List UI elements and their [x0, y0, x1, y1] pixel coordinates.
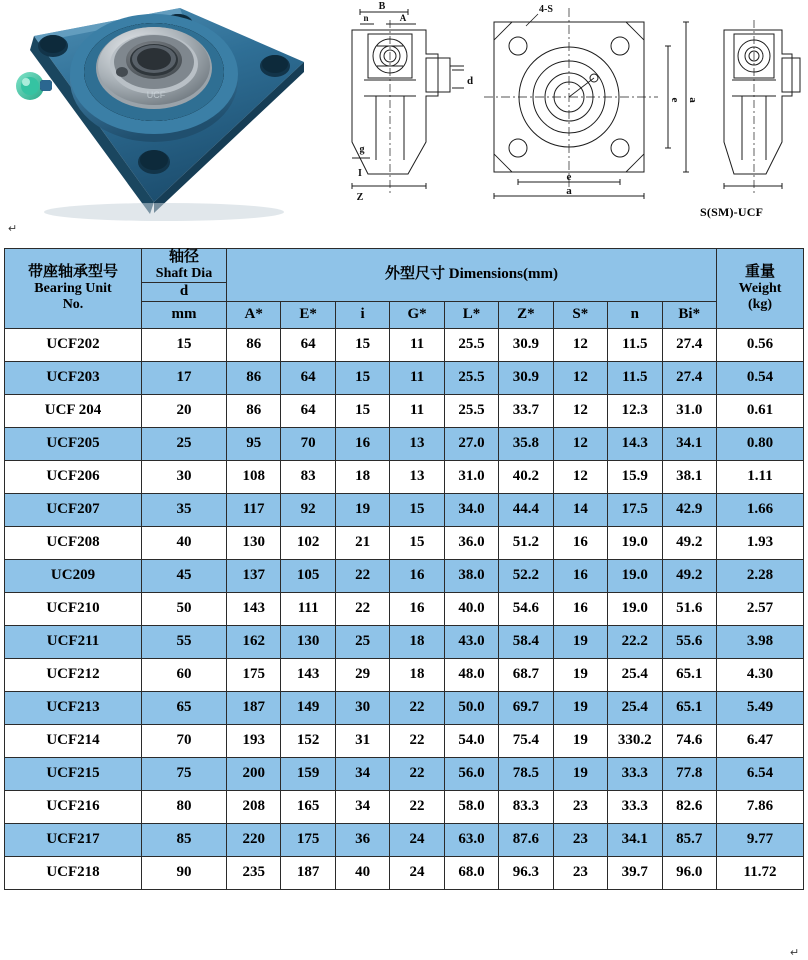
svg-text:e: e — [566, 171, 572, 183]
paragraph-mark-1: ↵ — [8, 223, 18, 235]
cell-z: 75.4 — [499, 724, 553, 757]
cell-n: 25.4 — [608, 691, 662, 724]
cell-weight: 0.61 — [717, 394, 804, 427]
cell-a: 162 — [227, 625, 281, 658]
cell-model: UCF218 — [5, 856, 142, 889]
cell-i: 22 — [335, 592, 389, 625]
cell-a: 86 — [227, 361, 281, 394]
table-row — [5, 460, 804, 493]
table-row — [5, 823, 804, 856]
header-shaft-unit: mm — [142, 301, 227, 328]
cell-a: 117 — [227, 493, 281, 526]
cell-e: 152 — [281, 724, 335, 757]
header-shaft-dia — [142, 249, 227, 283]
cell-l: 31.0 — [444, 460, 498, 493]
cell-bi: 82.6 — [662, 790, 717, 823]
cell-model: UCF208 — [5, 526, 142, 559]
cell-a: 86 — [227, 328, 281, 361]
cell-shaft-dia: 25 — [142, 427, 227, 460]
cell-a: 137 — [227, 559, 281, 592]
cell-bi: 42.9 — [662, 493, 717, 526]
header-col-a: A* — [227, 301, 281, 328]
cell-model: UCF210 — [5, 592, 142, 625]
cell-s: 12 — [553, 394, 607, 427]
cell-l: 36.0 — [444, 526, 498, 559]
cell-l: 68.0 — [444, 856, 498, 889]
cell-bi: 49.2 — [662, 526, 717, 559]
cell-shaft-dia: 30 — [142, 460, 227, 493]
cell-l: 25.5 — [444, 361, 498, 394]
cell-z: 51.2 — [499, 526, 553, 559]
cell-i: 18 — [335, 460, 389, 493]
table-row — [5, 328, 804, 361]
cell-n: 19.0 — [608, 592, 662, 625]
cell-shaft-dia: 40 — [142, 526, 227, 559]
cell-z: 30.9 — [499, 328, 553, 361]
cell-z: 69.7 — [499, 691, 553, 724]
cell-l: 56.0 — [444, 757, 498, 790]
cell-l: 25.5 — [444, 394, 498, 427]
cell-s: 12 — [553, 460, 607, 493]
cell-i: 15 — [335, 328, 389, 361]
header-weight-cn: 重量 — [744, 263, 775, 280]
cell-model: UCF202 — [5, 328, 142, 361]
cell-g: 24 — [390, 856, 444, 889]
cell-g: 22 — [390, 724, 444, 757]
cell-i: 34 — [335, 757, 389, 790]
cell-model: UCF207 — [5, 493, 142, 526]
cell-z: 33.7 — [499, 394, 553, 427]
cell-s: 19 — [553, 691, 607, 724]
svg-text:I: I — [358, 168, 362, 179]
table-row — [5, 361, 804, 394]
cell-shaft-dia: 60 — [142, 658, 227, 691]
cell-shaft-dia: 85 — [142, 823, 227, 856]
cell-s: 19 — [553, 658, 607, 691]
cell-e: 159 — [281, 757, 335, 790]
cell-weight: 0.80 — [717, 427, 804, 460]
header-col-s: S* — [553, 301, 607, 328]
cell-g: 11 — [390, 361, 444, 394]
cell-weight: 2.28 — [717, 559, 804, 592]
cell-n: 330.2 — [608, 724, 662, 757]
cell-s: 16 — [553, 592, 607, 625]
svg-text:a: a — [687, 97, 699, 103]
cell-model: UCF211 — [5, 625, 142, 658]
header-bearing-unit-cn: 带座轴承型号 — [27, 263, 118, 280]
table-row — [5, 625, 804, 658]
cell-l: 54.0 — [444, 724, 498, 757]
cell-a: 208 — [227, 790, 281, 823]
header-bearing-unit-en1: Bearing Unit — [34, 280, 112, 296]
cell-z: 54.6 — [499, 592, 553, 625]
table-row — [5, 592, 804, 625]
cell-e: 165 — [281, 790, 335, 823]
cell-n: 25.4 — [608, 658, 662, 691]
header-bearing-unit — [5, 249, 142, 329]
cell-g: 22 — [390, 790, 444, 823]
cell-model: UCF217 — [5, 823, 142, 856]
cell-i: 15 — [335, 394, 389, 427]
cell-n: 33.3 — [608, 757, 662, 790]
cell-e: 64 — [281, 361, 335, 394]
cell-i: 19 — [335, 493, 389, 526]
cell-i: 15 — [335, 361, 389, 394]
cell-e: 111 — [281, 592, 335, 625]
header-shaft-symbol: d — [142, 283, 227, 301]
cell-l: 27.0 — [444, 427, 498, 460]
cell-weight: 6.54 — [717, 757, 804, 790]
cell-bi: 51.6 — [662, 592, 717, 625]
cell-z: 68.7 — [499, 658, 553, 691]
cell-i: 31 — [335, 724, 389, 757]
cell-weight: 6.47 — [717, 724, 804, 757]
cell-g: 22 — [390, 757, 444, 790]
cell-l: 58.0 — [444, 790, 498, 823]
cell-shaft-dia: 70 — [142, 724, 227, 757]
svg-text:4-S: 4-S — [539, 4, 553, 15]
cell-a: 200 — [227, 757, 281, 790]
cell-i: 16 — [335, 427, 389, 460]
cell-g: 11 — [390, 394, 444, 427]
svg-text:A: A — [399, 13, 407, 23]
cell-e: 102 — [281, 526, 335, 559]
table-row — [5, 790, 804, 823]
cell-i: 21 — [335, 526, 389, 559]
cell-n: 15.9 — [608, 460, 662, 493]
cell-l: 40.0 — [444, 592, 498, 625]
header-weight-en: Weight — [738, 280, 782, 296]
cell-a: 143 — [227, 592, 281, 625]
cell-shaft-dia: 75 — [142, 757, 227, 790]
svg-text:d: d — [466, 75, 474, 87]
cell-model: UC209 — [5, 559, 142, 592]
cell-e: 175 — [281, 823, 335, 856]
cell-i: 36 — [335, 823, 389, 856]
cell-l: 38.0 — [444, 559, 498, 592]
cell-i: 30 — [335, 691, 389, 724]
header-col-g: G* — [390, 301, 444, 328]
cell-shaft-dia: 65 — [142, 691, 227, 724]
table-body — [5, 328, 804, 889]
cell-shaft-dia: 55 — [142, 625, 227, 658]
cell-e: 130 — [281, 625, 335, 658]
header-weight — [717, 249, 804, 329]
cell-model: UCF215 — [5, 757, 142, 790]
header-col-i: i — [335, 301, 389, 328]
cell-z: 40.2 — [499, 460, 553, 493]
cell-weight: 2.57 — [717, 592, 804, 625]
cell-n: 39.7 — [608, 856, 662, 889]
cell-s: 23 — [553, 790, 607, 823]
svg-text:a: a — [566, 185, 572, 197]
cell-s: 23 — [553, 856, 607, 889]
cell-z: 58.4 — [499, 625, 553, 658]
cell-weight: 3.98 — [717, 625, 804, 658]
svg-text:n: n — [363, 13, 369, 23]
svg-text:B: B — [378, 1, 386, 12]
drawing-face-view — [484, 4, 699, 199]
cell-s: 23 — [553, 823, 607, 856]
cell-a: 175 — [227, 658, 281, 691]
table-row — [5, 526, 804, 559]
cell-z: 96.3 — [499, 856, 553, 889]
cell-a: 108 — [227, 460, 281, 493]
cell-g: 24 — [390, 823, 444, 856]
cell-n: 19.0 — [608, 526, 662, 559]
table-row — [5, 559, 804, 592]
cell-model: UCF203 — [5, 361, 142, 394]
cell-l: 50.0 — [444, 691, 498, 724]
cell-l: 63.0 — [444, 823, 498, 856]
cell-shaft-dia: 17 — [142, 361, 227, 394]
cell-s: 19 — [553, 724, 607, 757]
cell-g: 13 — [390, 460, 444, 493]
cell-l: 25.5 — [444, 328, 498, 361]
header-row-main — [5, 249, 804, 283]
drawing-caption: S(SM)-UCF — [700, 205, 764, 219]
header-col-n: n — [608, 301, 662, 328]
drawing-section-view — [724, 20, 800, 196]
cell-weight: 0.54 — [717, 361, 804, 394]
cell-a: 130 — [227, 526, 281, 559]
cell-shaft-dia: 80 — [142, 790, 227, 823]
cell-i: 40 — [335, 856, 389, 889]
svg-text:Z: Z — [356, 192, 364, 203]
header-dimensions: 外型尺寸 Dimensions(mm) — [227, 249, 717, 302]
cell-bi: 65.1 — [662, 658, 717, 691]
cell-s: 19 — [553, 625, 607, 658]
cell-shaft-dia: 45 — [142, 559, 227, 592]
cell-e: 105 — [281, 559, 335, 592]
cell-i: 22 — [335, 559, 389, 592]
table-row — [5, 757, 804, 790]
cell-bi: 65.1 — [662, 691, 717, 724]
figure-band — [0, 0, 808, 238]
cell-n: 34.1 — [608, 823, 662, 856]
cell-n: 22.2 — [608, 625, 662, 658]
cell-g: 15 — [390, 526, 444, 559]
cell-weight: 1.66 — [717, 493, 804, 526]
cell-g: 11 — [390, 328, 444, 361]
header-col-bi: Bi* — [662, 301, 717, 328]
cell-shaft-dia: 50 — [142, 592, 227, 625]
cell-s: 12 — [553, 361, 607, 394]
cell-bi: 27.4 — [662, 328, 717, 361]
cell-bi: 49.2 — [662, 559, 717, 592]
cell-bi: 55.6 — [662, 625, 717, 658]
cell-e: 70 — [281, 427, 335, 460]
cell-bi: 34.1 — [662, 427, 717, 460]
engineering-drawings — [330, 0, 804, 228]
cell-a: 95 — [227, 427, 281, 460]
cell-model: UCF 204 — [5, 394, 142, 427]
cell-weight: 9.77 — [717, 823, 804, 856]
cell-s: 12 — [553, 427, 607, 460]
cell-s: 14 — [553, 493, 607, 526]
cell-e: 64 — [281, 394, 335, 427]
table-row — [5, 394, 804, 427]
cell-weight: 5.49 — [717, 691, 804, 724]
cell-n: 11.5 — [608, 361, 662, 394]
drawing-side-view — [352, 1, 473, 203]
cell-shaft-dia: 15 — [142, 328, 227, 361]
table-row — [5, 724, 804, 757]
cell-a: 193 — [227, 724, 281, 757]
cell-model: UCF213 — [5, 691, 142, 724]
header-col-z: Z* — [499, 301, 553, 328]
cell-g: 22 — [390, 691, 444, 724]
cell-model: UCF216 — [5, 790, 142, 823]
table-row — [5, 691, 804, 724]
table-head — [5, 249, 804, 329]
cell-g: 16 — [390, 559, 444, 592]
table-row — [5, 856, 804, 889]
cell-z: 83.3 — [499, 790, 553, 823]
cell-s: 16 — [553, 526, 607, 559]
cell-l: 43.0 — [444, 625, 498, 658]
cell-s: 16 — [553, 559, 607, 592]
cell-bi: 31.0 — [662, 394, 717, 427]
cell-l: 48.0 — [444, 658, 498, 691]
cell-n: 14.3 — [608, 427, 662, 460]
cell-weight: 1.11 — [717, 460, 804, 493]
cell-weight: 4.30 — [717, 658, 804, 691]
cell-model: UCF212 — [5, 658, 142, 691]
cell-s: 12 — [553, 328, 607, 361]
cell-z: 52.2 — [499, 559, 553, 592]
cell-z: 87.6 — [499, 823, 553, 856]
specification-table-wrapper — [4, 248, 804, 890]
cell-l: 34.0 — [444, 493, 498, 526]
paragraph-mark-2: ↵ — [790, 947, 800, 959]
cell-g: 13 — [390, 427, 444, 460]
cell-n: 12.3 — [608, 394, 662, 427]
cell-bi: 85.7 — [662, 823, 717, 856]
cell-weight: 7.86 — [717, 790, 804, 823]
cell-i: 29 — [335, 658, 389, 691]
cell-z: 30.9 — [499, 361, 553, 394]
cell-bi: 74.6 — [662, 724, 717, 757]
svg-text:e: e — [669, 97, 681, 103]
cell-n: 33.3 — [608, 790, 662, 823]
cell-model: UCF205 — [5, 427, 142, 460]
cell-z: 35.8 — [499, 427, 553, 460]
header-shaft-en: Shaft Dia — [155, 266, 213, 282]
cell-g: 18 — [390, 625, 444, 658]
cell-z: 44.4 — [499, 493, 553, 526]
cell-e: 149 — [281, 691, 335, 724]
cell-a: 235 — [227, 856, 281, 889]
cell-weight: 11.72 — [717, 856, 804, 889]
svg-text:UCF: UCF — [146, 90, 166, 100]
table-row — [5, 493, 804, 526]
cell-g: 18 — [390, 658, 444, 691]
cell-shaft-dia: 90 — [142, 856, 227, 889]
cell-bi: 38.1 — [662, 460, 717, 493]
cell-s: 19 — [553, 757, 607, 790]
cell-g: 16 — [390, 592, 444, 625]
cell-e: 92 — [281, 493, 335, 526]
cell-e: 187 — [281, 856, 335, 889]
cell-model: UCF214 — [5, 724, 142, 757]
cell-a: 187 — [227, 691, 281, 724]
cell-n: 17.5 — [608, 493, 662, 526]
cell-z: 78.5 — [499, 757, 553, 790]
header-bearing-unit-en2: No. — [62, 296, 84, 312]
cell-e: 83 — [281, 460, 335, 493]
cell-shaft-dia: 35 — [142, 493, 227, 526]
cell-n: 19.0 — [608, 559, 662, 592]
cell-e: 143 — [281, 658, 335, 691]
cell-weight: 0.56 — [717, 328, 804, 361]
cell-weight: 1.93 — [717, 526, 804, 559]
cell-model: UCF206 — [5, 460, 142, 493]
cell-i: 25 — [335, 625, 389, 658]
cell-shaft-dia: 20 — [142, 394, 227, 427]
cell-g: 15 — [390, 493, 444, 526]
cell-i: 34 — [335, 790, 389, 823]
cell-a: 220 — [227, 823, 281, 856]
cell-n: 11.5 — [608, 328, 662, 361]
table-row — [5, 427, 804, 460]
cell-e: 64 — [281, 328, 335, 361]
table-row — [5, 658, 804, 691]
header-shaft-cn: 轴径 — [168, 249, 199, 265]
specification-table — [4, 248, 804, 890]
header-col-e: E* — [281, 301, 335, 328]
header-col-l: L* — [444, 301, 498, 328]
cell-bi: 77.8 — [662, 757, 717, 790]
header-weight-unit: (kg) — [747, 296, 773, 312]
cell-a: 86 — [227, 394, 281, 427]
svg-text:g: g — [359, 144, 365, 155]
bearing-unit-photo — [4, 2, 322, 224]
cell-bi: 27.4 — [662, 361, 717, 394]
cell-bi: 96.0 — [662, 856, 717, 889]
